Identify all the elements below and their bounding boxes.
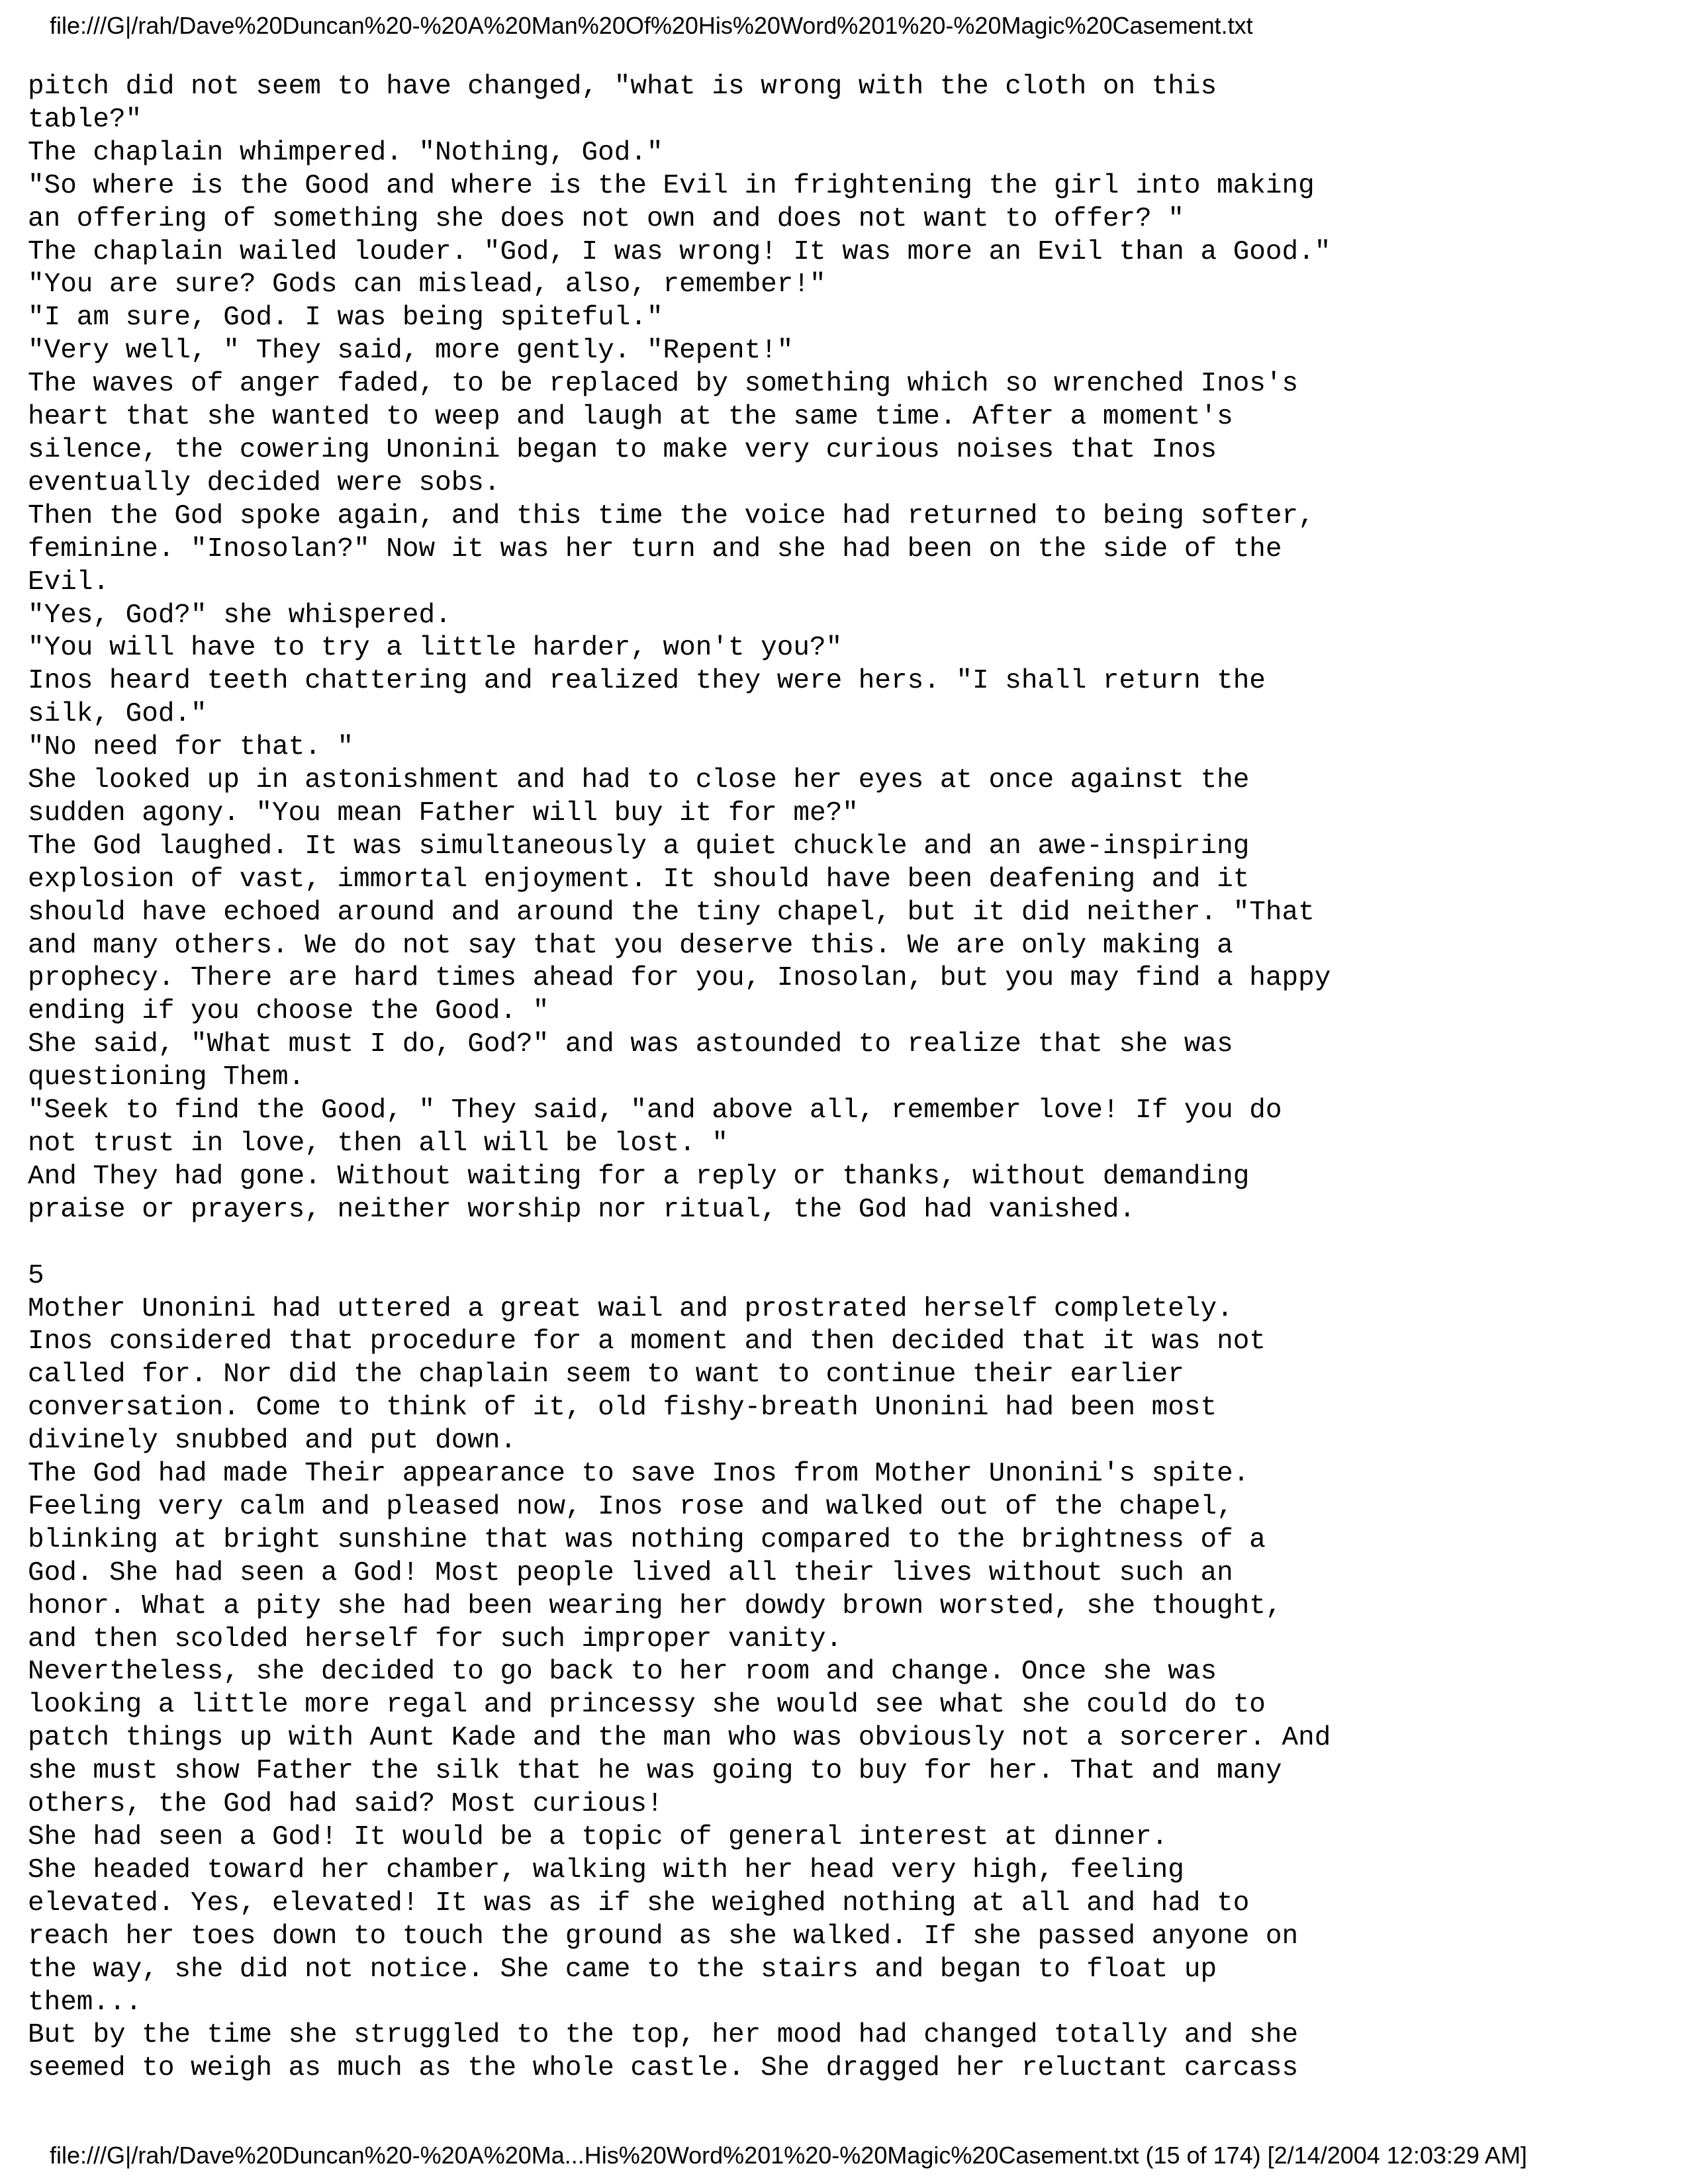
text-line: "You are sure? Gods can mislead, also, remember!" — [28, 269, 826, 300]
text-line: honor. What a pity she had been wearing her dowdy brown worsted, she thought, — [28, 1590, 1282, 1621]
text-line: she must show Father the silk that he was going to buy for her. That and many — [28, 1756, 1282, 1787]
text-line: and then scolded herself for such improper vanity. — [28, 1623, 843, 1655]
text-line: the way, she did not notice. She came to the stairs and began to float up — [28, 1954, 1217, 1985]
text-line: patch things up with Aunt Kade and the man who was obviously not a sorcerer. And — [28, 1723, 1331, 1754]
text-line: She said, "What must I do, God?" and was astounded to realize that she was — [28, 1029, 1233, 1060]
text-line: seemed to weigh as much as the whole castle. She dragged her reluctant carcass — [28, 2053, 1299, 2084]
text-line: Then the God spoke again, and this time the voice had returned to being softer, — [28, 500, 1315, 531]
text-line: table?" — [28, 104, 142, 135]
text-line: silk, God." — [28, 699, 207, 730]
text-line: and many others. We do not say that you deserve this. We are only making a — [28, 930, 1233, 961]
text-line: She looked up in astonishment and had to close her eyes at once against the — [28, 765, 1250, 796]
text-line: ending if you choose the Good. " — [28, 996, 549, 1027]
text-line: "So where is the Good and where is the Evil in frightening the girl into making — [28, 170, 1315, 201]
document-body-text — [28, 71, 1656, 2085]
text-line: reach her toes down to touch the ground as she walked. If she passed anyone on — [28, 1921, 1299, 1952]
text-line: And They had gone. Without waiting for a reply or thanks, without demanding — [28, 1161, 1250, 1192]
text-line: questioning Them. — [28, 1062, 305, 1093]
text-line: "Yes, God?" she whispered. — [28, 600, 451, 631]
text-line: "You will have to try a little harder, won't you?" — [28, 633, 843, 664]
text-line: called for. Nor did the chaplain seem to want to continue their earlier — [28, 1359, 1184, 1390]
text-line: looking a little more regal and princessy she would see what she could do to — [28, 1690, 1266, 1721]
text-line: The waves of anger faded, to be replaced by something which so wrenched Inos's — [28, 369, 1299, 400]
text-line: silence, the cowering Unonini began to make very curious noises that Inos — [28, 434, 1217, 465]
text-line: eventually decided were sobs. — [28, 467, 500, 498]
text-line: But by the time she struggled to the top, her mood had changed totally and she — [28, 2020, 1299, 2051]
text-line: 5 — [28, 1260, 44, 1291]
text-line: Mother Unonini had uttered a great wail and prostrated herself completely. — [28, 1293, 1233, 1324]
page-footer-file-info: file:///G|/rah/Dave%20Duncan%20-%20A%20Ma...His%20Word%201%20-%20Magic%20Casement.txt (15 of 174) [2/14/2004 12:03:29 AM] — [50, 2142, 1527, 2169]
text-line — [28, 1227, 1656, 1260]
text-line: others, the God had said? Most curious! — [28, 1789, 663, 1820]
text-line: The chaplain wailed louder. "God, I was wrong! It was more an Evil than a Good." — [28, 236, 1331, 267]
text-line: elevated. Yes, elevated! It was as if she weighed nothing at all and had to — [28, 1888, 1250, 1919]
text-line: conversation. Come to think of it, old fishy-breath Unonini had been most — [28, 1392, 1217, 1424]
text-line: Inos considered that procedure for a moment and then decided that it was not — [28, 1326, 1266, 1357]
text-line: God. She had seen a God! Most people lived all their lives without such an — [28, 1557, 1233, 1588]
text-line: Nevertheless, she decided to go back to her room and change. Once she was — [28, 1657, 1217, 1688]
text-line: divinely snubbed and put down. — [28, 1426, 517, 1457]
text-line: The chaplain whimpered. "Nothing, God." — [28, 137, 663, 168]
text-line: She headed toward her chamber, walking with her head very high, feeling — [28, 1854, 1184, 1886]
text-line: pitch did not seem to have changed, "what is wrong with the cloth on this — [28, 71, 1217, 102]
text-line: explosion of vast, immortal enjoyment. It should have been deafening and it — [28, 864, 1250, 895]
text-line: "No need for that. " — [28, 732, 354, 763]
text-line: them... — [28, 1987, 142, 2018]
text-line: praise or prayers, neither worship nor ritual, the God had vanished. — [28, 1194, 1136, 1225]
text-line: not trust in love, then all will be lost. " — [28, 1128, 728, 1159]
text-line: sudden agony. "You mean Father will buy it for me?" — [28, 797, 859, 829]
text-line: The God had made Their appearance to save Inos from Mother Unonini's spite. — [28, 1459, 1250, 1490]
page-header-file-path: file:///G|/rah/Dave%20Duncan%20-%20A%20Man%20Of%20His%20Word%201%20-%20Magic%20Casement.txt — [50, 12, 1253, 39]
text-line: Evil. — [28, 567, 110, 598]
text-line: heart that she wanted to weep and laugh at the same time. After a moment's — [28, 402, 1233, 433]
text-line: Inos heard teeth chattering and realized they were hers. "I shall return the — [28, 666, 1266, 697]
text-line: "Seek to find the Good, " They said, "and above all, remember love! If you do — [28, 1095, 1282, 1126]
text-line: "Very well, " They said, more gently. "Repent!" — [28, 336, 794, 367]
text-line: feminine. "Inosolan?" Now it was her turn and she had been on the side of the — [28, 533, 1282, 565]
text-line: "I am sure, God. I was being spiteful." — [28, 302, 663, 334]
text-line: should have echoed around and around the tiny chapel, but it did neither. "That — [28, 897, 1315, 928]
text-line: She had seen a God! It would be a topic of general interest at dinner. — [28, 1822, 1168, 1853]
text-line: blinking at bright sunshine that was nothing compared to the brightness of a — [28, 1524, 1266, 1555]
text-line: Feeling very calm and pleased now, Inos rose and walked out of the chapel, — [28, 1491, 1233, 1522]
text-line: an offering of something she does not own and does not want to offer? " — [28, 203, 1184, 234]
text-line: prophecy. There are hard times ahead for you, Inosolan, but you may find a happy — [28, 963, 1331, 994]
text-line: The God laughed. It was simultaneously a quiet chuckle and an awe-inspiring — [28, 831, 1250, 862]
